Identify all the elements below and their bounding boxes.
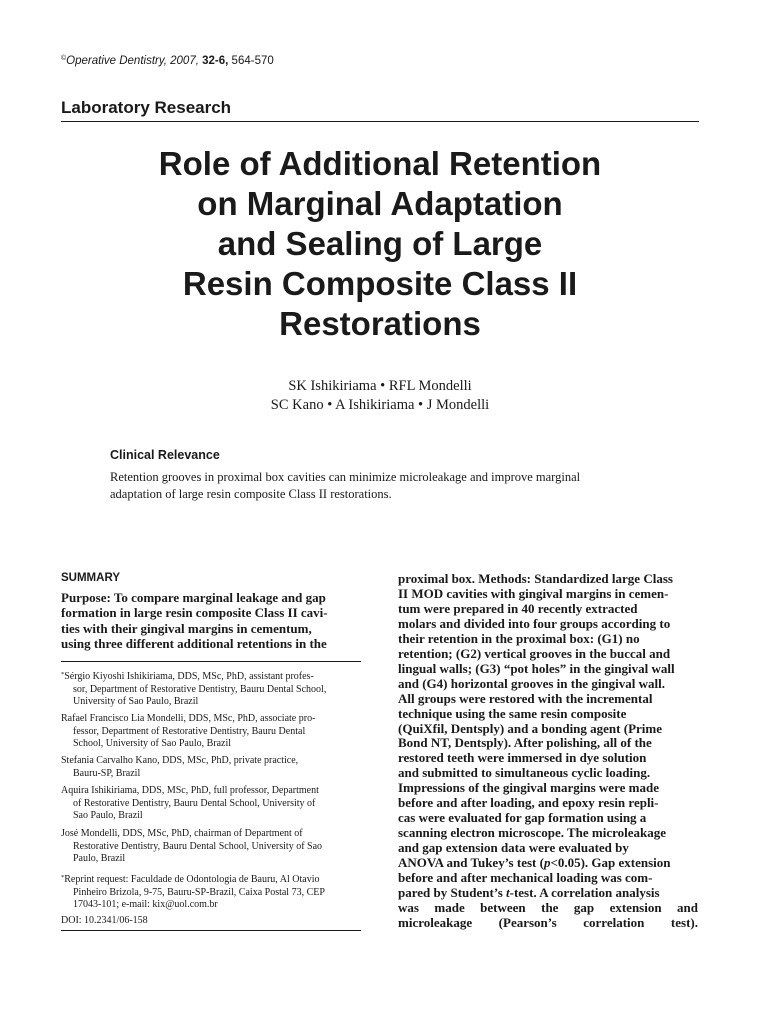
summary-line: technique using the same resin composite xyxy=(398,705,627,721)
summary-line: proximal box. Methods: Standardized large Class xyxy=(398,571,673,586)
title-line: Resin Composite Class II xyxy=(182,265,578,302)
affiliation-line: Aquira Ishikiriama, DDS, MSc, PhD, full professor, Department xyxy=(61,785,319,796)
clinical-relevance-text xyxy=(110,469,670,503)
summary-line: microleakage (Pearson’s correlation test). xyxy=(398,914,698,930)
summary-line: before and after mechanical loading was com- xyxy=(398,870,653,886)
journal-pages: 564-570 xyxy=(231,55,274,67)
affiliation-line: sor, Department of Restorative Dentistry, Bauru Dental School, xyxy=(73,683,327,695)
summary-line: before and after loading, and epoxy resin repli- xyxy=(398,795,659,811)
summary-line: lingual walls; (G3) “pot holes” in the gingival wall xyxy=(398,660,675,676)
summary-line: (QuiXfil, Dentsply) and a bonding agent (Prime xyxy=(398,720,662,736)
summary-italic: t xyxy=(506,885,510,901)
summary-heading: SUMMARY xyxy=(61,572,120,584)
journal-volume: 32-6, xyxy=(202,55,229,67)
affiliation-line: Restorative Dentistry, Bauru Dental School, University of Sao xyxy=(73,840,323,852)
affiliation-line: Rafael Francisco Lia Mondelli, DDS, MSc, PhD, associate pro- xyxy=(61,713,316,724)
summary-line: molars and divided into four groups according to xyxy=(398,615,671,631)
affiliation-line: fessor, Department of Restorative Dentistry, Bauru Dental xyxy=(73,725,306,737)
summary-line: formation in large resin composite Class II cavi- xyxy=(61,605,328,621)
summary-line: Impressions of the gingival margins were made xyxy=(398,780,659,796)
summary-line: scanning electron microscope. The microleakage xyxy=(398,825,667,841)
summary-text: -test. A correlation analysis xyxy=(509,885,660,901)
footnote-divider xyxy=(61,661,361,662)
summary-line xyxy=(398,856,698,871)
article-title xyxy=(61,144,699,344)
summary-line: was made between the gap extension and xyxy=(398,899,698,915)
clinical-relevance-line: adaptation of large resin composite Class II restorations. xyxy=(110,487,392,501)
clinical-relevance-heading: Clinical Relevance xyxy=(110,448,220,462)
affiliation-line: School, University of Sao Paulo, Brazil xyxy=(73,738,232,750)
affiliation-mondelli-j xyxy=(61,828,361,866)
affiliation-ishikiriama-a xyxy=(61,785,361,823)
section-label: Laboratory Research xyxy=(61,98,232,117)
summary-line: using three different additional retentions in the xyxy=(61,635,327,651)
summary-italic: p xyxy=(543,855,551,871)
affiliation-line: University of Sao Paulo, Brazil xyxy=(73,696,199,708)
author-line: SK Ishikiriama • RFL Mondelli xyxy=(288,378,472,394)
summary-line: Purpose: To compare marginal leakage and gap xyxy=(61,590,326,605)
author-line: SC Kano • A Ishikiriama • J Mondelli xyxy=(270,397,490,413)
summary-line: and submitted to simultaneous cyclic loading. xyxy=(398,765,651,781)
header-divider xyxy=(61,121,699,122)
summary-line: and (G4) horizontal grooves in the gingival wall. xyxy=(398,675,665,691)
summary-line: ties with their gingival margins in cementum, xyxy=(61,620,312,636)
affiliation-line: of Restorative Dentistry, Bauru Dental School, University of xyxy=(73,797,316,809)
title-line: Role of Additional Retention xyxy=(158,145,602,182)
copyright-mark: © xyxy=(61,55,67,62)
summary-line: restored teeth were immersed in dye solution xyxy=(398,750,647,766)
summary-line: retention; (G2) vertical grooves in the buccal and xyxy=(398,645,671,661)
affiliation-mondelli-rfl xyxy=(61,713,361,751)
affiliation-line: 17043-101; e-mail: kix@uol.com.br xyxy=(73,899,218,911)
summary-line: II MOD cavities with gingival margins in cemen- xyxy=(398,585,669,601)
summary-text: pared by Student’s xyxy=(398,885,506,901)
affiliation-ishikiriama-sk xyxy=(61,669,361,709)
affiliation-line: Bauru-SP, Brazil xyxy=(73,767,141,779)
summary-methods xyxy=(398,572,698,931)
summary-line xyxy=(398,886,698,901)
summary-line: their retention in the proximal box: (G1) no xyxy=(398,630,640,646)
title-line: and Sealing of Large xyxy=(217,225,543,262)
footnote-marker: * xyxy=(61,874,65,881)
affiliation-line: Sérgio Kiyoshi Ishikiriama, DDS, MSc, PhD, assistant profes- xyxy=(64,671,314,682)
affiliation-line: José Mondelli, DDS, MSc, PhD, chairman of Department of xyxy=(61,828,303,839)
affiliation-line: Sao Paulo, Brazil xyxy=(73,810,143,822)
affiliation-line: Paulo, Brazil xyxy=(73,853,126,865)
summary-line: All groups were restored with the incremental xyxy=(398,690,653,706)
summary-text: ANOVA and Tukey’s test ( xyxy=(398,855,544,871)
title-line: Restorations xyxy=(279,305,481,342)
summary-purpose xyxy=(61,590,361,651)
summary-text: <0.05). Gap extension xyxy=(550,855,671,871)
doi-divider xyxy=(61,930,361,931)
affiliation-kano xyxy=(61,755,361,780)
reprint-request xyxy=(61,872,361,912)
clinical-relevance-line: Retention grooves in proximal box cavities can minimize microleakage and improve marginal xyxy=(110,470,581,484)
affiliation-line: Stefania Carvalho Kano, DDS, MSc, PhD, private practice, xyxy=(61,755,299,766)
doi: DOI: 10.2341/06-158 xyxy=(61,915,148,926)
affiliation-line: Pinheiro Brizola, 9-75, Bauru-SP-Brazil, Caixa Postal 73, CEP xyxy=(73,886,325,898)
summary-line: and gap extension data were evaluated by xyxy=(398,840,629,856)
author-list xyxy=(61,377,699,415)
footnote-marker: * xyxy=(61,671,65,678)
journal-citation xyxy=(61,55,274,67)
journal-name: Operative Dentistry, 2007, xyxy=(66,55,199,67)
affiliation-line: Reprint request: Faculdade de Odontologia de Bauru, Al Otavio xyxy=(64,874,320,885)
summary-line: cas were evaluated for gap formation using a xyxy=(398,810,647,826)
title-line: on Marginal Adaptation xyxy=(197,185,563,222)
summary-line: Bond NT, Dentsply). After polishing, all of the xyxy=(398,735,652,751)
summary-line: tum were prepared in 40 recently extracted xyxy=(398,600,638,616)
